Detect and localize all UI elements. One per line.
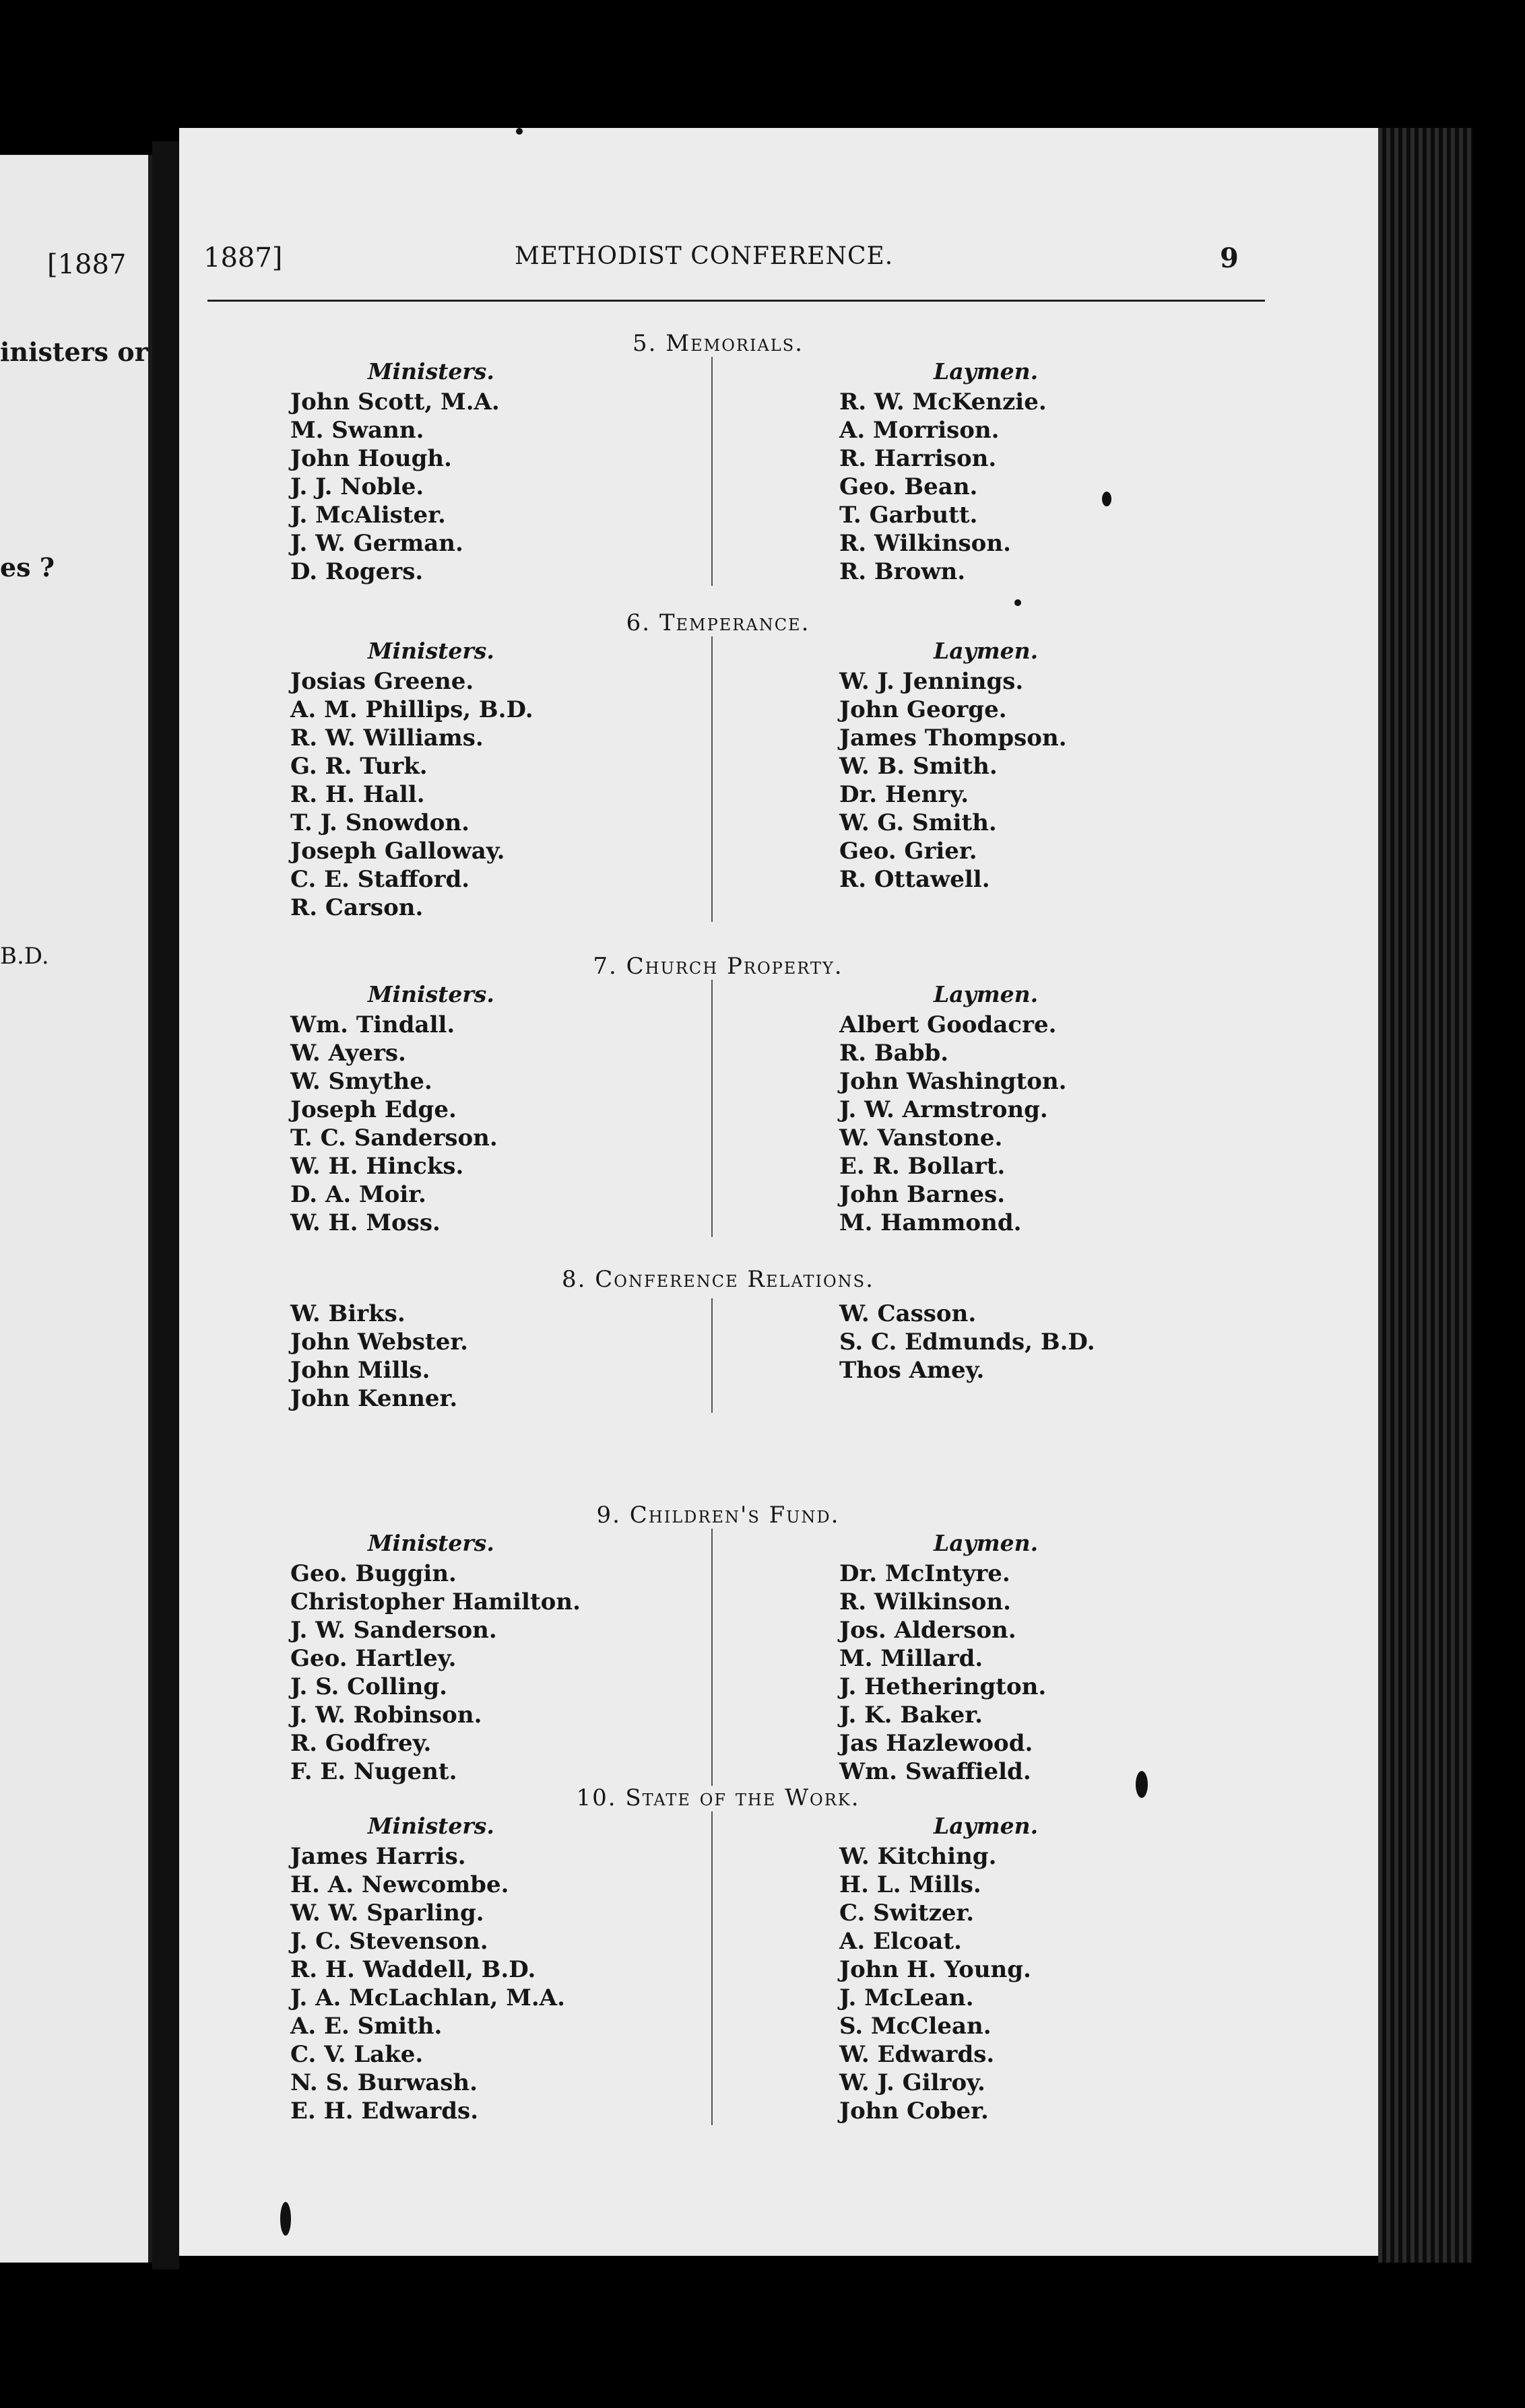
- minister-name: W. Birks.: [290, 1300, 405, 1327]
- page-edges: [1378, 128, 1472, 2263]
- column-divider: [711, 357, 713, 586]
- ministers-list: [290, 1300, 468, 1413]
- layman-name: John H. Young.: [839, 1956, 1031, 1983]
- layman-name: R. Babb.: [839, 1040, 949, 1067]
- minister-name: W. W. Sparling.: [290, 1900, 484, 1927]
- ministers-list: [290, 667, 533, 922]
- layman-name: Thos Amey.: [839, 1357, 985, 1384]
- column-divider: [711, 980, 713, 1237]
- header-year: 1887]: [203, 242, 283, 273]
- ministers-list: [290, 388, 500, 586]
- minister-name: G. R. Turk.: [290, 753, 428, 780]
- main-page: [179, 128, 1378, 2256]
- minister-name: T. J. Snowdon.: [290, 809, 469, 836]
- minister-name: Wm. Tindall.: [290, 1011, 455, 1038]
- book-gutter: [152, 141, 179, 2269]
- ministers-heading: Ministers.: [368, 1530, 494, 1556]
- layman-name: J. Hetherington.: [839, 1673, 1047, 1700]
- layman-name: J. W. Armstrong.: [839, 1096, 1048, 1123]
- minister-name: John Hough.: [290, 445, 452, 472]
- column-divider: [711, 1811, 713, 2125]
- layman-name: R. W. McKenzie.: [839, 389, 1047, 415]
- minister-name: A. M. Phillips, B.D.: [290, 696, 533, 723]
- minister-name: T. C. Sanderson.: [290, 1125, 498, 1151]
- minister-name: Geo. Buggin.: [290, 1560, 457, 1587]
- layman-name: S. McClean.: [839, 2013, 992, 2040]
- minister-name: J. S. Colling.: [290, 1673, 447, 1700]
- ministers-heading: Ministers.: [368, 638, 494, 664]
- ink-speck: [516, 128, 523, 135]
- page-header: [179, 242, 1378, 283]
- ministers-list: [290, 1560, 581, 1786]
- section-title: 7. Church Property.: [593, 953, 843, 980]
- minister-name: R. Carson.: [290, 894, 424, 921]
- laymen-list: [839, 1300, 1095, 1384]
- laymen-heading: Laymen.: [934, 981, 1039, 1007]
- laymen-heading: Laymen.: [934, 638, 1039, 664]
- minister-name: J. W. Sanderson.: [290, 1617, 497, 1644]
- layman-name: John Washington.: [839, 1068, 1067, 1095]
- minister-name: F. E. Nugent.: [290, 1758, 457, 1785]
- minister-name: James Harris.: [290, 1843, 466, 1870]
- layman-name: A. Morrison.: [839, 417, 1000, 444]
- header-rule: [207, 300, 1265, 302]
- layman-name: Dr. Henry.: [839, 781, 969, 808]
- layman-name: Dr. McIntyre.: [839, 1560, 1010, 1587]
- minister-name: Joseph Galloway.: [290, 838, 505, 865]
- section-title: 5. Memorials.: [632, 330, 804, 357]
- minister-name: R. H. Hall.: [290, 781, 425, 808]
- minister-name: John Scott, M.A.: [290, 389, 500, 415]
- laymen-heading: Laymen.: [934, 358, 1039, 384]
- layman-name: W. Casson.: [839, 1300, 977, 1327]
- laymen-heading: Laymen.: [934, 1530, 1039, 1556]
- layman-name: W. Edwards.: [839, 2041, 995, 2068]
- ministers-heading: Ministers.: [368, 358, 494, 384]
- layman-name: John Barnes.: [839, 1181, 1006, 1208]
- minister-name: J. J. Noble.: [290, 473, 424, 500]
- layman-name: W. B. Smith.: [839, 753, 998, 780]
- layman-name: E. R. Bollart.: [839, 1153, 1006, 1180]
- left-page-fragment: inisters or: [0, 337, 148, 367]
- minister-name: J. W. German.: [290, 530, 463, 557]
- minister-name: W. H. Moss.: [290, 1209, 441, 1236]
- minister-name: J. W. Robinson.: [290, 1702, 482, 1729]
- minister-name: E. H. Edwards.: [290, 2098, 479, 2125]
- page-number: 9: [1220, 242, 1239, 274]
- section-title: 10. State of the Work.: [576, 1784, 860, 1811]
- left-page-fragment: es ?: [0, 552, 55, 582]
- minister-name: D. A. Moir.: [290, 1181, 426, 1208]
- layman-name: John Cober.: [839, 2098, 989, 2125]
- laymen-list: [839, 1011, 1067, 1237]
- layman-name: W. J. Jennings.: [839, 668, 1024, 695]
- minister-name: R. W. Williams.: [290, 725, 484, 751]
- left-page-year: [1887: [47, 249, 127, 280]
- layman-name: H. L. Mills.: [839, 1871, 981, 1898]
- layman-name: Albert Goodacre.: [839, 1011, 1057, 1038]
- laymen-heading: Laymen.: [934, 1813, 1039, 1839]
- minister-name: W. Ayers.: [290, 1040, 406, 1067]
- layman-name: C. Switzer.: [839, 1900, 975, 1927]
- layman-name: M. Millard.: [839, 1645, 983, 1672]
- header-title: METHODIST CONFERENCE.: [515, 242, 894, 270]
- minister-name: John Kenner.: [290, 1385, 458, 1412]
- layman-name: W. Vanstone.: [839, 1125, 1003, 1151]
- ink-speck: [1136, 1771, 1148, 1798]
- layman-name: Wm. Swaffield.: [839, 1758, 1031, 1785]
- ministers-list: [290, 1842, 565, 2125]
- layman-name: A. Elcoat.: [839, 1928, 962, 1955]
- layman-name: Jos. Alderson.: [839, 1617, 1016, 1644]
- layman-name: R. Wilkinson.: [839, 530, 1011, 557]
- layman-name: S. C. Edmunds, B.D.: [839, 1329, 1095, 1356]
- minister-name: Josias Greene.: [290, 668, 474, 695]
- ink-speck: [280, 2202, 291, 2236]
- column-divider: [711, 1298, 713, 1413]
- layman-name: R. Ottawell.: [839, 866, 990, 893]
- facing-page-left: [0, 155, 152, 2263]
- minister-name: Christopher Hamilton.: [290, 1588, 581, 1615]
- minister-name: W. H. Hincks.: [290, 1153, 464, 1180]
- ministers-list: [290, 1011, 498, 1237]
- layman-name: J. McLean.: [839, 1984, 974, 2011]
- minister-name: R. Godfrey.: [290, 1730, 432, 1757]
- minister-name: John Mills.: [290, 1357, 430, 1384]
- layman-name: Geo. Grier.: [839, 838, 977, 865]
- layman-name: R. Wilkinson.: [839, 1588, 1011, 1615]
- layman-name: R. Harrison.: [839, 445, 997, 472]
- minister-name: A. E. Smith.: [290, 2013, 443, 2040]
- section-title: 6. Temperance.: [626, 609, 810, 636]
- layman-name: M. Hammond.: [839, 1209, 1022, 1236]
- laymen-list: [839, 388, 1047, 586]
- section-title: 9. Children's Fund.: [596, 1502, 840, 1529]
- layman-name: R. Brown.: [839, 558, 966, 585]
- laymen-list: [839, 1560, 1046, 1786]
- minister-name: J. McAlister.: [290, 502, 446, 529]
- minister-name: H. A. Newcombe.: [290, 1871, 509, 1898]
- minister-name: C. E. Stafford.: [290, 866, 470, 893]
- ministers-heading: Ministers.: [368, 981, 494, 1007]
- ink-speck: [1102, 492, 1111, 506]
- minister-name: John Webster.: [290, 1329, 468, 1356]
- minister-name: R. H. Waddell, B.D.: [290, 1956, 536, 1983]
- layman-name: T. Garbutt.: [839, 502, 978, 529]
- minister-name: D. Rogers.: [290, 558, 424, 585]
- minister-name: Joseph Edge.: [290, 1096, 457, 1123]
- minister-name: N. S. Burwash.: [290, 2069, 478, 2096]
- left-page-fragment: B.D.: [0, 943, 49, 970]
- layman-name: W. G. Smith.: [839, 809, 997, 836]
- ink-speck: [1014, 599, 1021, 606]
- layman-name: Jas Hazlewood.: [839, 1730, 1033, 1757]
- layman-name: W. Kitching.: [839, 1843, 997, 1870]
- laymen-list: [839, 1842, 1031, 2125]
- section-title: 8. Conference Relations.: [562, 1266, 874, 1293]
- minister-name: M. Swann.: [290, 417, 424, 444]
- layman-name: John George.: [839, 696, 1007, 723]
- layman-name: W. J. Gilroy.: [839, 2069, 985, 2096]
- minister-name: J. C. Stevenson.: [290, 1928, 488, 1955]
- layman-name: James Thompson.: [839, 725, 1067, 751]
- minister-name: J. A. McLachlan, M.A.: [290, 1984, 565, 2011]
- laymen-list: [839, 667, 1067, 894]
- layman-name: J. K. Baker.: [839, 1702, 983, 1729]
- layman-name: Geo. Bean.: [839, 473, 978, 500]
- column-divider: [711, 1529, 713, 1786]
- minister-name: C. V. Lake.: [290, 2041, 424, 2068]
- column-divider: [711, 636, 713, 922]
- minister-name: W. Smythe.: [290, 1068, 432, 1095]
- ministers-heading: Ministers.: [368, 1813, 494, 1839]
- minister-name: Geo. Hartley.: [290, 1645, 457, 1672]
